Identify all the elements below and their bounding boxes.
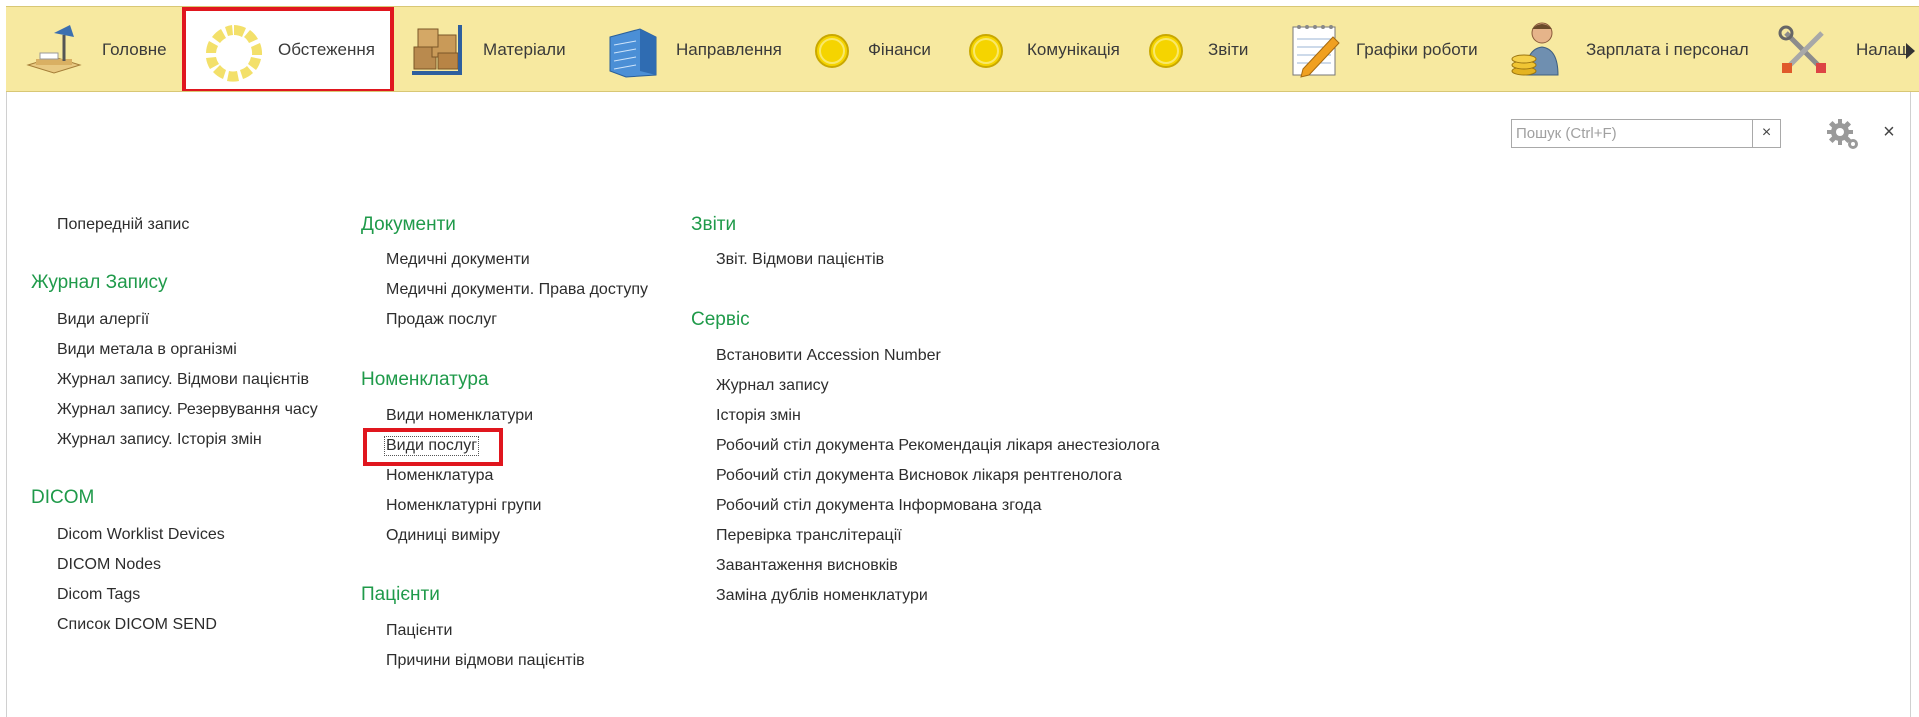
menu-link-service-types[interactable]: Види послуг (386, 437, 478, 454)
section-label: Обстеження (278, 40, 375, 59)
group-title: Документи (361, 214, 456, 235)
menu-link[interactable]: DICOM Nodes (57, 556, 162, 573)
section-label: Налаш (1856, 40, 1911, 59)
section-examinations[interactable] (182, 7, 394, 92)
sections-panel (6, 6, 1919, 92)
gear-icon[interactable] (1826, 118, 1860, 150)
section-materials[interactable] (404, 7, 579, 92)
notepad-pencil-icon (1289, 21, 1343, 79)
scroll-right-arrow-icon[interactable] (1906, 43, 1915, 59)
menu-link[interactable]: Журнал запису (716, 377, 829, 394)
menu-link[interactable]: Медичні документи. Права доступу (386, 281, 648, 298)
section-label: Графіки роботи (1356, 40, 1478, 59)
menu-link[interactable]: Звіт. Відмови пацієнтів (716, 251, 885, 268)
group-title: Журнал Запису (31, 272, 168, 293)
section-label: Фінанси (868, 40, 931, 59)
menu-link[interactable]: Пацієнти (386, 622, 453, 639)
section-label: Зарплата і персонал (1586, 40, 1749, 59)
group-title: Номенклатура (361, 369, 489, 390)
menu-link[interactable]: Заміна дублів номенклатури (716, 587, 928, 604)
search-box (1511, 119, 1781, 148)
menu-link[interactable]: Завантаження висновків (716, 557, 898, 574)
menu-link[interactable]: Робочий стіл документа Висновок лікаря рентгенолога (716, 467, 1122, 484)
panel-border (1910, 92, 1911, 717)
building-icon (606, 23, 660, 79)
section-communication[interactable] (961, 7, 1121, 92)
section-label: Матеріали (483, 40, 566, 59)
menu-link[interactable]: Журнал запису. Відмови пацієнтів (57, 371, 309, 388)
yellow-circle-icon (1148, 33, 1184, 69)
menu-link[interactable]: Робочий стіл документа Інформована згода (716, 497, 1042, 514)
desk-lamp-icon (24, 21, 84, 77)
menu-link[interactable]: Номенклатурні групи (386, 497, 542, 514)
menu-link[interactable]: Попередній запис (57, 216, 190, 233)
highlight-annotation (363, 428, 503, 466)
search-input[interactable] (1512, 120, 1750, 147)
menu-link[interactable]: Історія змін (716, 407, 801, 424)
menu-link[interactable]: Dicom Tags (57, 586, 141, 603)
section-work-schedules[interactable] (1281, 7, 1486, 92)
menu-link[interactable]: Види алергії (57, 311, 150, 328)
section-reports[interactable] (1146, 7, 1256, 92)
section-home[interactable] (6, 7, 171, 92)
menu-link[interactable]: Встановити Accession Number (716, 347, 941, 364)
panel-border (6, 92, 7, 717)
menu-link[interactable]: Медичні документи (386, 251, 530, 268)
menu-link[interactable]: Журнал запису. Резервування часу (57, 401, 318, 418)
yellow-circle-icon (968, 33, 1004, 69)
tools-icon (1778, 25, 1830, 77)
group-title: Сервіс (691, 309, 750, 330)
yellow-circle-icon (814, 33, 850, 69)
menu-link[interactable]: Продаж послуг (386, 311, 498, 328)
section-label: Направлення (676, 40, 782, 59)
section-label: Комунікація (1027, 40, 1120, 59)
worker-coins-icon (1510, 19, 1566, 81)
close-button[interactable]: × (1883, 121, 1895, 143)
menu-link[interactable]: Причини відмови пацієнтів (386, 652, 585, 669)
menu-link[interactable]: Види номенклатури (386, 407, 534, 424)
menu-link[interactable]: Список DICOM SEND (57, 616, 217, 633)
menu-link[interactable]: Види метала в організмі (57, 341, 237, 358)
section-label: Звіти (1208, 40, 1249, 59)
group-title: Пацієнти (361, 584, 440, 605)
menu-link[interactable]: Dicom Worklist Devices (57, 526, 225, 543)
boxes-cart-icon (408, 21, 468, 79)
group-title: DICOM (31, 487, 95, 508)
section-settings[interactable] (1776, 7, 1911, 92)
menu-link[interactable]: Журнал запису. Історія змін (57, 431, 262, 448)
section-label: Головне (102, 40, 167, 59)
section-finance[interactable] (806, 7, 941, 92)
section-referrals[interactable] (596, 7, 786, 92)
sun-ring-icon (204, 23, 264, 83)
menu-link[interactable]: Номенклатура (386, 467, 494, 484)
menu-link[interactable]: Перевірка транслітерації (716, 527, 902, 544)
menu-link[interactable]: Робочий стіл документа Рекомендація лікаря анестезіолога (716, 437, 1160, 454)
search-clear-button[interactable]: × (1752, 120, 1780, 147)
menu-link[interactable]: Одиниці виміру (386, 527, 501, 544)
group-title: Звіти (691, 214, 737, 235)
section-salary-staff[interactable] (1506, 7, 1766, 92)
